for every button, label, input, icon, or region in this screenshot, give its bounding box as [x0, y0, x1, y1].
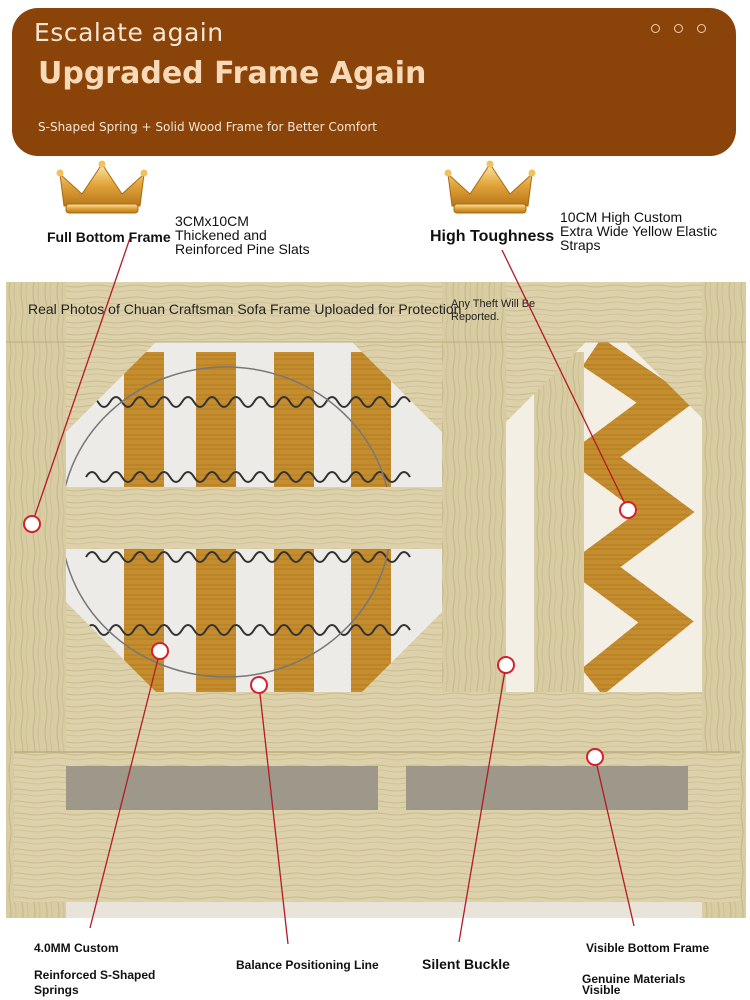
photo-warning: Any Theft Will Be Reported.	[451, 298, 536, 323]
feature-label-left: Full Bottom Frame	[47, 229, 171, 245]
crown-icon	[444, 160, 536, 218]
crown-icon	[56, 160, 148, 218]
feature-label-right: High Toughness	[430, 228, 555, 245]
dot-icon	[651, 24, 660, 33]
photo-watermark: Real Photos of Chuan Craftsman Sofa Frame Uploaded for Protection	[28, 301, 462, 317]
caption-genuine-1: Genuine Materials	[582, 972, 686, 986]
dot-icon	[697, 24, 706, 33]
feature-desc-left-2: Thickened and	[175, 227, 267, 243]
caption-buckle: Silent Buckle	[422, 956, 510, 972]
banner-subtitle: S-Shaped Spring + Solid Wood Frame for Better Comfort	[38, 120, 377, 134]
feature-desc-right-1: 10CM High Custom	[560, 209, 683, 225]
banner-eyebrow: Escalate again	[34, 18, 224, 47]
header-banner	[12, 8, 736, 156]
feature-desc-right-3: Straps	[560, 237, 601, 253]
caption-bottom-frame: Visible Bottom Frame	[586, 941, 710, 955]
caption-springs-3: Springs	[34, 983, 79, 997]
window-dots	[651, 24, 706, 33]
caption-balance: Balance Positioning Line	[236, 958, 379, 972]
dot-icon	[674, 24, 683, 33]
feature-desc-left-3: Reinforced Pine Slats	[175, 241, 310, 257]
feature-desc-right-2: Extra Wide Yellow Elastic	[560, 223, 718, 239]
sofa-frame-photo	[6, 282, 746, 918]
caption-springs-1: 4.0MM Custom	[34, 941, 119, 955]
caption-springs-2: Reinforced S-Shaped	[34, 968, 156, 982]
banner-title: Upgraded Frame Again	[38, 56, 427, 91]
feature-desc-left-1: 3CMx10CM	[175, 213, 249, 229]
caption-genuine-2: Visible	[582, 983, 621, 997]
